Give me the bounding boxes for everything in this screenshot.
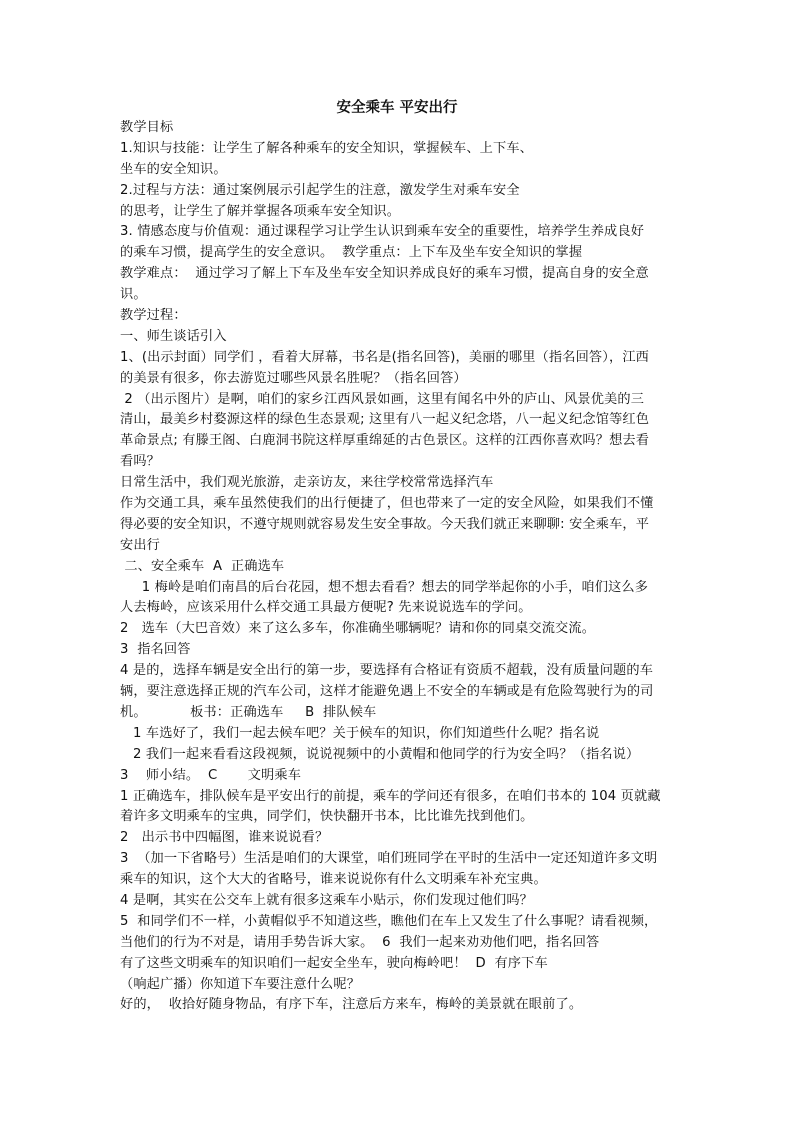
text-line: 2 出示书中四幅图，谁来说说看？ [120,830,329,846]
text-line: 4 是啊，其实在公交车上就有很多这乘车小贴示，你们发现过他们吗？ [120,892,534,908]
text-line: 3. 情感态度与价值观：通过课程学习让学生认识到乘车安全的重要性，培养学生养成良好 [120,224,645,240]
text-line: 1、(出示封面）同学们 ，看着大屏幕，书名是(指名回答)，美丽的哪里（指名回答），江西 [120,349,649,365]
text-line: 当他们的行为不对是，请用手势告诉大家。 6 我们一起来劝劝他们吧，指名回答 [120,934,600,950]
text-line: 看吗？ [120,454,161,470]
text-line: 有了这些文明乘车的知识咱们一起安全坐车，驶向梅岭吧！ D 有序下车 [120,955,548,971]
text-line: 4 是的，选择车辆是安全出行的第一步，要选择有合格证有资质不超载，没有质量问题的车 [120,663,654,679]
text-line: 1 梅岭是咱们南昌的后台花园，想不想去看看？想去的同学举起你的小手，咱们这么多 [120,579,649,595]
text-line: 教学过程： [120,308,187,324]
text-line: 着许多文明乘车的宝典，同学们，快快翻开书本，比比谁先找到他们。 [120,809,534,825]
text-line: 好的， 收拾好随身物品，有序下车，注意后方来车，梅岭的美景就在眼前了。 [120,997,583,1013]
text-line: 1 车选好了，我们一起去候车吧？关于候车的知识，你们知道些什么呢？指名说 [120,725,600,741]
text-line: 教学目标 [120,120,174,135]
text-line: 3 师小结。 C 文明乘车 [120,767,302,783]
text-line: 2.过程与方法：通过案例展示引起学生的注意，激发学生对乘车安全 [120,182,520,198]
text-line: 二、安全乘车 A 正确选车 [120,558,285,574]
text-line: 的思考，让学生了解并掌握各项乘车安全知识。 [120,203,401,219]
text-line: 机。 板书：正确选车 B 排队候车 [120,704,377,720]
text-line: 1 正确选车，排队候车是平安出行的前提，乘车的学问还有很多，在咱们书本的 104 页就藏 [120,788,661,804]
text-line: 人去梅岭，应该采用什么样交通工具最方便呢? 先来说说选车的学问。 [120,600,532,616]
text-line: 一、师生谈话引入 [120,328,227,344]
text-line: 日常生活中，我们观光旅游，走亲访友，来往学校常常选择汽车 [120,475,494,491]
document-body [120,118,688,1016]
text-line: 教学难点： 通过学习了解上下车及坐车安全知识养成良好的乘车习惯，提高自身的安全意 [120,266,649,282]
text-line: 2 我们一起来看看这段视频，说说视频中的小黄帽和他同学的行为安全吗？（指名说） [120,746,640,762]
text-line: 的美景有很多，你去游览过哪些风景名胜呢？（指名回答） [120,370,467,386]
text-line: 乘车的知识，这个大大的省略号，谁来说说你有什么文明乘车补充宝典。 [120,872,547,888]
text-line: 安出行 [120,537,161,553]
text-line: 1.知识与技能：让学生了解各种乘车的安全知识，掌握候车、上下车、 [120,140,534,156]
text-line: 的乘车习惯，提高学生的安全意识。 教学重点：上下车及坐车安全知识的掌握 [120,245,583,261]
text-line: 3 （加一下省略号）生活是咱们的大课堂，咱们班同学在平时的生活中一定还知道许多文明 [120,851,658,867]
text-line: 2 选车（大巴音效）来了这么多车，你准确坐哪辆呢？请和你的同桌交流交流。 [120,621,596,637]
text-line: 3 指名回答 [120,642,191,658]
text-line: 识。 [120,287,147,303]
text-line: 5 和同学们不一样，小黄帽似乎不知道这些，瞧他们在车上又发生了什么事呢？请看视频， [120,913,658,929]
text-line: 2 （出示图片）是啊，咱们的家乡江西风景如画，这里有闻名中外的庐山、风景优美的三 [120,391,645,407]
document-title: 安全乘车 平安出行 [336,100,458,116]
text-line: 得必要的安全知识，不遵守规则就容易发生安全事故。今天我们就正来聊聊: 安全乘车，平 [120,516,650,532]
text-line: （响起广播）你知道下车要注意什么呢？ [120,976,361,992]
text-line: 革命景点; 有滕王阁、白鹿洞书院这样厚重绵延的古色景区。这样的江西你喜欢吗？想去看 [120,433,650,449]
text-line: 清山，最美乡村婺源这样的绿色生态景观; 这里有八一起义纪念塔，八一起义纪念馆等红色 [120,412,650,428]
text-line: 坐车的安全知识。 [120,161,227,177]
text-line: 作为交通工具，乘车虽然使我们的出行便捷了，但也带来了一定的安全风险，如果我们不懂 [120,496,654,512]
text-line: 辆，要注意选择正规的汽车公司，这样才能避免遇上不安全的车辆或是有危险驾驶行为的司 [120,684,654,700]
